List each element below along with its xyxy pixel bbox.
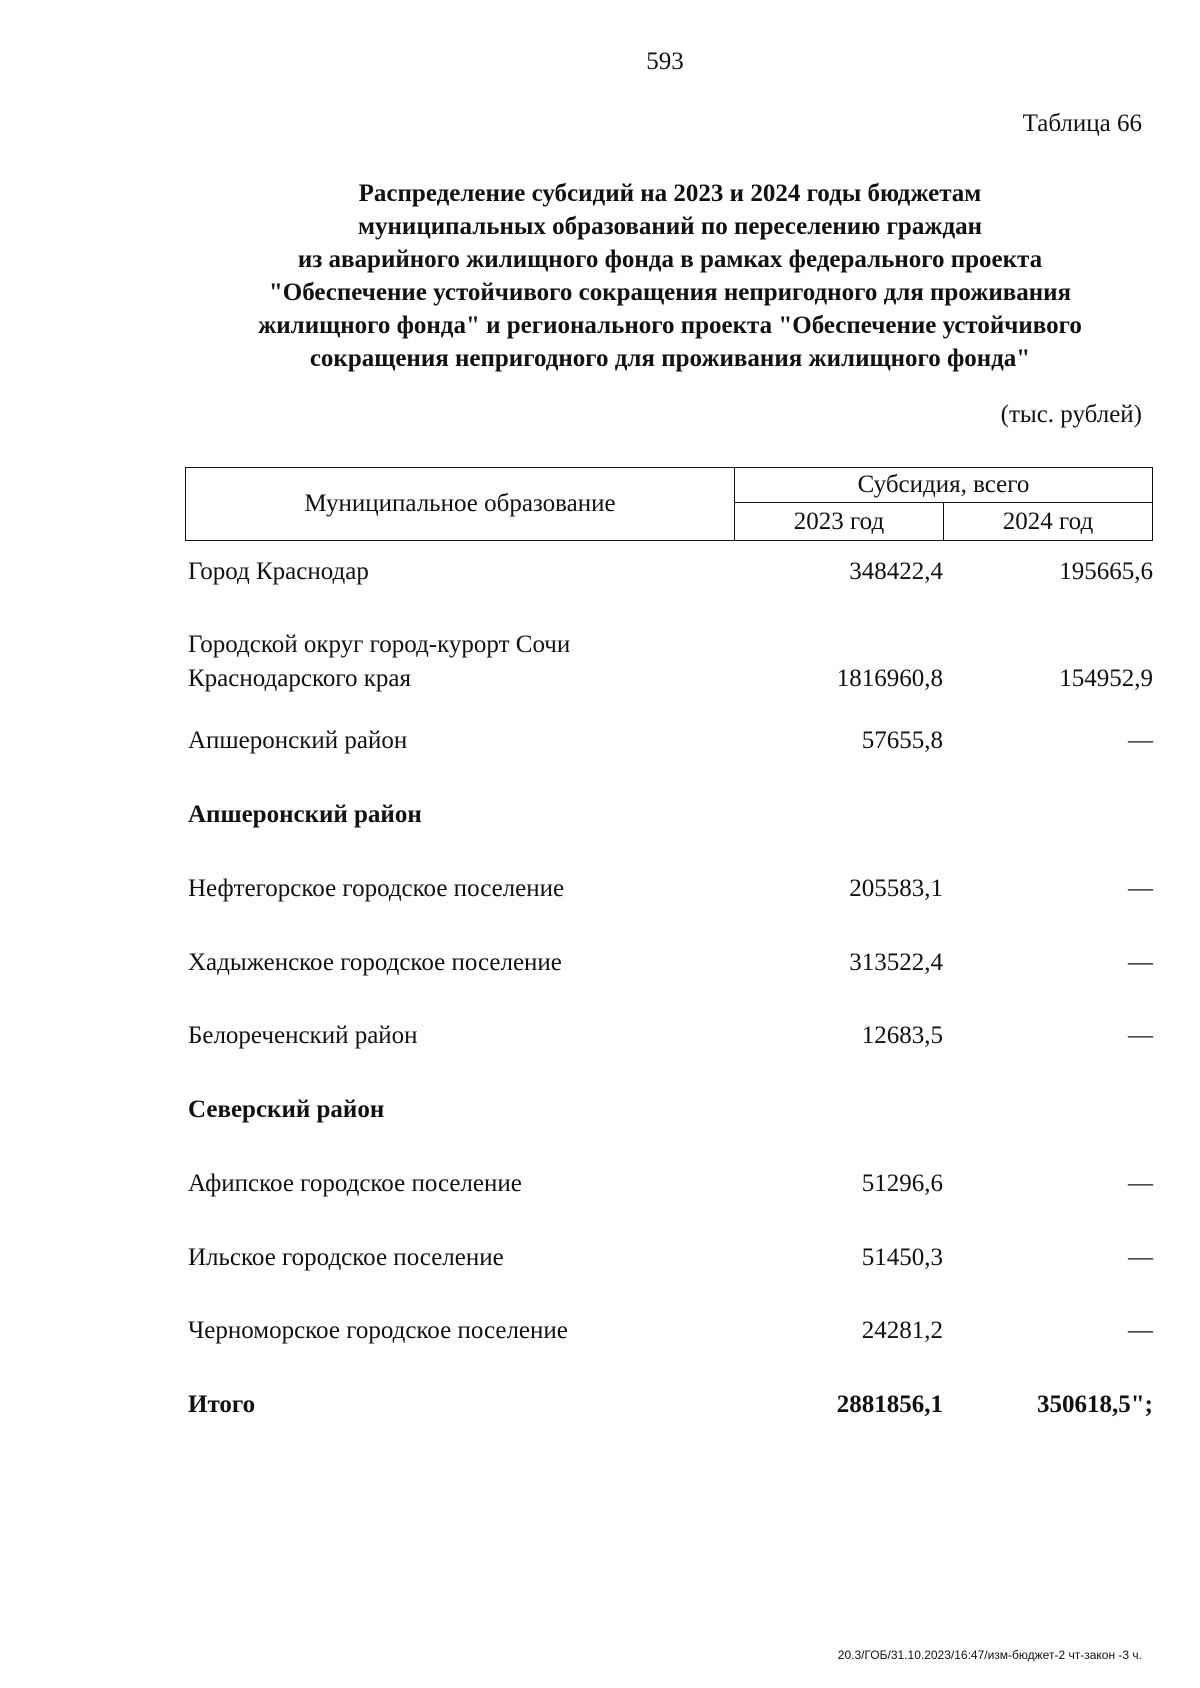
table-label: Таблица 66 [1022,110,1142,137]
row-name-line: Апшеронский район [188,801,422,828]
title-line: сокращения непригодного для проживания жилищного фонда" [309,345,1031,372]
value-2024: 154952,9 [1059,665,1153,692]
value-2023: 1816960,8 [836,665,943,692]
value-2023: 348422,4 [849,558,943,585]
table-row [188,724,1153,758]
value-2024: — [1128,727,1153,754]
title-line: жилищного фонда" и регионального проекта "Обеспечение устойчивого [258,312,1082,339]
row-name [188,1388,255,1422]
title-line: Распределение субсидий на 2023 и 2024 годы бюджетам [358,180,982,207]
row-name-line: Хадыженское городское поселение [188,949,562,976]
row-name [188,872,564,906]
row-name-line: Городской округ город-курорт Сочи [188,631,571,658]
value-2023: 2881856,1 [836,1391,943,1418]
table-header [185,467,1153,541]
value-2023: 51296,6 [861,1170,943,1197]
value-2023: 205583,1 [849,875,943,902]
value-2024: — [1128,1244,1153,1271]
row-name-line: Город Краснодар [188,558,369,585]
value-2023: 24281,2 [861,1317,943,1344]
value-2023: 51450,3 [861,1244,943,1271]
table-row [188,1241,1153,1275]
value-2023: 57655,8 [861,727,943,754]
footer-stamp: 20.3/ГОБ/31.10.2023/16:47/изм-бюджет-2 чт-закон -3 ч. [837,1648,1142,1662]
row-name-line: Итого [188,1391,256,1418]
row-name [188,628,570,696]
value-2024: — [1128,1022,1153,1049]
table-row [188,1388,1153,1422]
value-2024: 195665,6 [1059,558,1153,585]
value-2023: 313522,4 [849,949,943,976]
row-name [188,946,562,980]
table-row [188,946,1153,980]
value-2024: — [1128,1317,1153,1344]
value-2024: — [1128,949,1153,976]
table-row [188,872,1153,906]
table-row [188,1314,1153,1348]
row-name-line: Афипское городское поселение [188,1170,522,1197]
header-municipality: Муниципальное образование [186,468,735,541]
table-row [188,628,1153,696]
header-year-2024: 2024 год [944,503,1153,541]
units-label: (тыс. рублей) [1000,401,1142,428]
row-name [188,555,369,589]
row-name [188,798,422,832]
table-row [188,1019,1153,1053]
header-year-2023: 2023 год [735,503,944,541]
row-name-line: Апшеронский район [188,727,408,754]
header-subsidy-total: Субсидия, всего [735,468,1153,503]
row-name [188,1019,418,1053]
table-row [188,798,1153,832]
row-name [188,1093,384,1127]
value-2024: — [1128,875,1153,902]
document-title [180,177,1160,375]
row-name-line: Северский район [188,1096,385,1123]
row-name-line: Краснодарского края [188,665,411,692]
table-row [188,1167,1153,1201]
row-name [188,1241,504,1275]
page-number: 593 [646,48,684,75]
row-name-line: Нефтегорское городское поселение [188,875,565,902]
title-line: муниципальных образований по переселению граждан [357,213,982,240]
value-2024: — [1128,1170,1153,1197]
title-line: "Обеспечение устойчивого сокращения непригодного для проживания [268,279,1072,306]
row-name [188,1167,522,1201]
value-2023: 12683,5 [861,1022,943,1049]
title-line: из аварийного жилищного фонда в рамках федерального проекта [297,246,1043,273]
value-2024: 350618,5"; [1037,1391,1153,1418]
row-name-line: Белореченский район [188,1022,418,1049]
table-row [188,1093,1153,1127]
row-name-line: Ильское городское поселение [188,1244,504,1271]
row-name [188,1314,568,1348]
row-name [188,724,407,758]
table-row [188,555,1153,589]
row-name-line: Черноморское городское поселение [188,1317,568,1344]
